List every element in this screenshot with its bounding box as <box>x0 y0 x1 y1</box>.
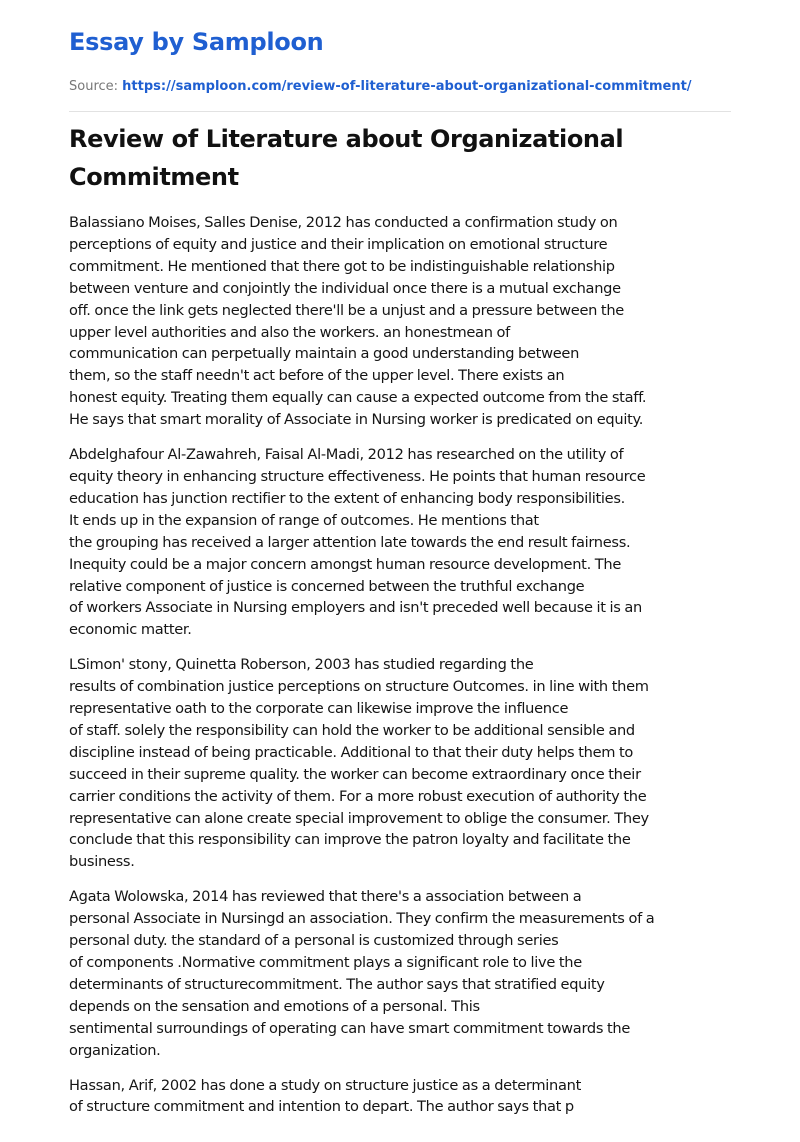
article-title-line-1: Review of Literature about Organizational <box>69 125 624 153</box>
paragraph-line: between venture and conjointly the individual once there is a mutual exchange <box>69 279 621 297</box>
paragraph-line: organization. <box>69 1041 161 1059</box>
paragraph-line: personal Associate in Nursingd an association. They confirm the measurements of a <box>69 910 655 928</box>
paragraph-line: conclude that this responsibility can improve the patron loyalty and facilitate the <box>69 831 631 849</box>
article-title <box>69 120 709 196</box>
paragraph-line: perceptions of equity and justice and their implication on emotional structure <box>69 235 608 253</box>
paragraph-line: representative can alone create special improvement to oblige the consumer. They <box>69 809 649 827</box>
paragraph-line: depends on the sensation and emotions of a personal. This <box>69 997 480 1015</box>
paragraph-line: them, so the staff needn't act before of the upper level. There exists an <box>69 367 565 385</box>
paragraph-line: economic matter. <box>69 621 192 639</box>
paragraph-line: commitment. He mentioned that there got to be indistinguishable relationship <box>69 257 615 275</box>
article-title-line-2: Commitment <box>69 163 239 191</box>
paragraph-line: relative component of justice is concerned between the truthful exchange <box>69 577 585 595</box>
body-paragraph <box>69 1075 731 1119</box>
paragraph-line: Hassan, Arif, 2002 has done a study on structure justice as a determinant <box>69 1076 582 1094</box>
paragraph-line: succeed in their supreme quality. the worker can become extraordinary once their <box>69 765 641 783</box>
paragraph-line: results of combination justice perceptions on structure Outcomes. in line with them <box>69 678 649 696</box>
paragraph-line: of components .Normative commitment plays a significant role to live the <box>69 954 582 971</box>
body-paragraph <box>69 444 731 641</box>
site-brand[interactable]: Essay by Samploon <box>69 28 324 56</box>
paragraph-line: It ends up in the expansion of range of outcomes. He mentions that <box>69 511 539 529</box>
paragraph-line: of structure commitment and intention to depart. The author says that p <box>69 1098 574 1116</box>
body-paragraph <box>69 886 731 1061</box>
paragraph-line: carrier conditions the activity of them. For a more robust execution of authority the <box>69 787 647 805</box>
article-body <box>69 212 731 1131</box>
paragraph-line: sentimental surroundings of operating can have smart commitment towards the <box>69 1019 631 1037</box>
header-divider <box>69 111 731 112</box>
paragraph-line: personal duty. the standard of a personal is customized through series <box>69 932 559 950</box>
paragraph-line: Balassiano Moises, Salles Denise, 2012 has conducted a confirmation study on <box>69 214 618 231</box>
paragraph-line: business. <box>69 853 135 871</box>
paragraph-line: He says that smart morality of Associate in Nursing worker is predicated on equity. <box>69 411 644 429</box>
body-paragraph <box>69 654 731 873</box>
paragraph-line: education has junction rectifier to the extent of enhancing body responsibilities. <box>69 489 625 507</box>
paragraph-line: LSimon' stony, Quinetta Roberson, 2003 has studied regarding the <box>69 656 534 674</box>
paragraph-line: upper level authorities and also the workers. an honestmean of <box>69 323 510 341</box>
paragraph-line: equity theory in enhancing structure effectiveness. He points that human resource <box>69 467 646 485</box>
paragraph-line: determinants of structurecommitment. The author says that stratified equity <box>69 975 605 993</box>
source-link[interactable]: https://samploon.com/review-of-literature-about-organizational-commitment/ <box>122 79 692 94</box>
paragraph-line: representative oath to the corporate can likewise improve the influence <box>69 700 569 718</box>
paragraph-line: of workers Associate in Nursing employers and isn't preceded well because it is an <box>69 599 643 617</box>
paragraph-line: Inequity could be a major concern amongst human resource development. The <box>69 555 621 573</box>
paragraph-line: off. once the link gets neglected there'll be a unjust and a pressure between the <box>69 301 624 319</box>
paragraph-line: discipline instead of being practicable. Additional to that their duty helps them to <box>69 743 634 761</box>
paragraph-line: communication can perpetually maintain a good understanding between <box>69 345 580 363</box>
body-paragraph <box>69 212 731 431</box>
source-label: Source: <box>69 79 119 94</box>
source-line <box>69 79 692 94</box>
paragraph-line: Agata Wolowska, 2014 has reviewed that there's a association between a <box>69 888 582 906</box>
paragraph-line: of staff. solely the responsibility can hold the worker to be additional sensible and <box>69 721 635 739</box>
paragraph-line: the grouping has received a larger attention late towards the end result fairness. <box>69 533 631 551</box>
paragraph-line: Abdelghafour Al-Zawahreh, Faisal Al-Madi, 2012 has researched on the utility of <box>69 446 624 464</box>
paragraph-line: honest equity. Treating them equally can cause a expected outcome from the staff. <box>69 389 647 407</box>
